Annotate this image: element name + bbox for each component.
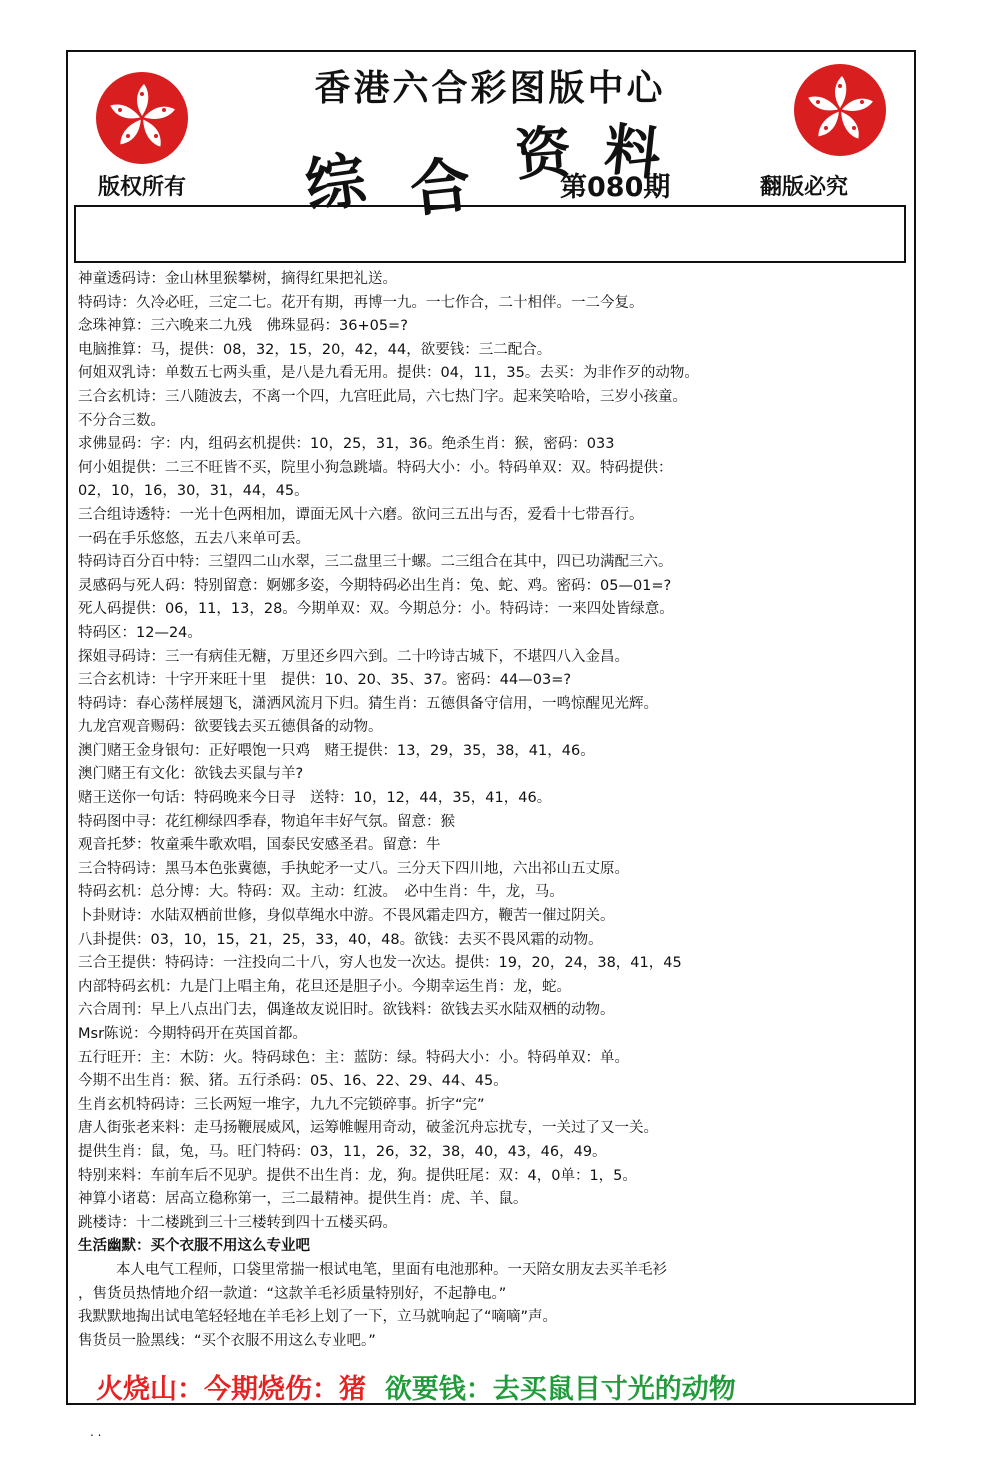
bauhinia-emblem-right (794, 64, 886, 156)
content-lines (78, 268, 908, 1353)
text-line: 卜卦财诗：水陆双栖前世修，身似草绳水中游。不畏风霜走四方，鞭苦一催过阴关。 (78, 908, 615, 925)
text-line: 特码图中寻：花红柳绿四季春，物追年丰好气氛。留意：猴 (78, 813, 455, 830)
text-line: 三合玄机诗：三八随波去，不离一个四，九宫旺此局，六七热门字。起来笑哈哈，三岁小孩童。 (78, 388, 687, 405)
text-line: ，售货员热情地介绍一款道：“这款羊毛衫质量特别好，不起静电。” (78, 1285, 507, 1302)
text-line: 电脑推算：马，提供：08，32，15，20，42，44，欲要钱：三二配合。 (78, 341, 552, 358)
text-line: 八卦提供：03，10，15，21，25，33，40，48。欲钱：去买不畏风霜的动物。 (78, 931, 603, 948)
text-line: 澳门赌王金身银句：正好喂饱一只鸡 赌王提供：13，29，35，38，41，46。 (78, 742, 595, 759)
no-reprint-label: 翻版必究 (760, 174, 849, 200)
text-line: 死人码提供：06，11，13，28。今期单双：双。今期总分：小。特码诗：一来四处皆绿意。 (78, 601, 674, 618)
text-line: 赌王送你一句话：特码晚来今日寻 送特：10，12，44，35，41，46。 (78, 790, 552, 807)
text-line: 神童透码诗：金山林里猴攀树，摘得红果把礼送。 (78, 271, 397, 287)
footer-green-text: 欲要钱：去买鼠目寸光的动物 (384, 1374, 736, 1405)
text-line: 生肖玄机特码诗：三长两短一堆字，九九不完锁碎事。折字“完” (78, 1096, 485, 1113)
bauhinia-emblem-left (96, 72, 188, 164)
page-title: 香港六合彩图版中心 (314, 67, 666, 109)
text-line: 今期不出生肖：猴、猪。五行杀码：05、16、22、29、44、45。 (78, 1073, 508, 1090)
text-line: 特码诗：春心荡样展翅飞，潇洒风流月下归。猜生肖：五德俱备守信用，一鸣惊醒见光辉。 (78, 695, 658, 712)
text-line: 念珠神算：三六晚来二九残 佛珠显码：36+05=? (78, 318, 408, 335)
footer-banner (96, 1367, 896, 1406)
text-line: 三合组诗透特：一光十色两相加，谭面无风十六磨。欲问三五出与否，爱看十七带吾行。 (78, 506, 644, 523)
text-line: 不分合三数。 (78, 412, 165, 429)
big-title-char-1: 综 (301, 145, 371, 223)
text-line: 澳门赌王有文化：欲钱去买鼠与羊? (78, 766, 304, 783)
text-line: 求佛显码：字：内，组码玄机提供：10，25，31，36。绝杀生肖：猴，密码：033 (78, 436, 615, 453)
big-title-char-4: 料 (601, 116, 664, 188)
text-line: 三合特码诗：黑马本色张冀德，手执蛇矛一丈八。三分天下四川地，六出祁山五丈原。 (78, 860, 629, 877)
big-title-char-3: 资 (513, 119, 574, 189)
big-title-char-2: 合 (407, 150, 475, 226)
issue-number: 第080期 (560, 172, 671, 203)
text-line: 灵感码与死人码：特别留意：婀娜多姿，今期特码必出生肖：兔、蛇、鸡。密码：05—01=? (78, 577, 672, 594)
copyright-label: 版权所有 (98, 174, 187, 200)
text-line: 探姐寻码诗：三一有病佳无糖，万里还乡四六到。二十吟诗古城下，不堪四八入金昌。 (78, 648, 629, 665)
text-line: 六合周刊：早上八点出门去，偶逢故友说旧时。欲钱料：欲钱去买水陆双栖的动物。 (78, 1002, 615, 1019)
text-line: 五行旺开：主：木防：火。特码球色：主：蓝防：绿。特码大小：小。特码单双：单。 (78, 1049, 629, 1066)
text-line: 神算小诸葛：居高立稳称第一，三二最精神。提供生肖：虎、羊、鼠。 (78, 1191, 528, 1208)
text-line: 特码区：12—24。 (78, 624, 202, 641)
text-line: 何小姐提供：二三不旺皆不买，院里小狗急跳墙。特码大小：小。特码单双：双。特码提供： (78, 459, 673, 476)
text-line: 提供生肖：鼠，兔，马。旺门特码：03，11，26，32，38，40，43，46，49。 (78, 1143, 607, 1160)
text-line: 内部特码玄机：九是门上唱主角，花旦还是胆子小。今期幸运生肖：龙，蛇。 (78, 978, 571, 995)
text-line: 唐人街张老来料：走马扬鞭展威风，运筹帷幄用奇动，破釜沉舟忘扰专，一关过了又一关。 (78, 1120, 658, 1137)
text-line: 特码玄机：总分博：大。特码：双。主动：红波。 必中生肖：牛，龙，马。 (78, 884, 564, 901)
text-line: Msr陈说：今期特码开在英国首都。 (78, 1026, 308, 1042)
footer-red-text: 火烧山：今期烧伤：猪 (96, 1374, 366, 1405)
empty-box (74, 205, 906, 263)
text-line: 九龙宫观音赐码：欲要钱去买五德俱备的动物。 (78, 719, 383, 736)
text-line: 一码在手乐悠悠，五去八来单可丢。 (78, 530, 310, 547)
text-line: 观音托梦：牧童乘牛歌欢唱，国泰民安感圣君。留意：牛 (78, 837, 441, 854)
text-line: 生活幽默：买个衣服不用这么专业吧 (78, 1238, 310, 1255)
text-line: 特别来料：车前车后不见驴。提供不出生肖：龙，狗。提供旺尾：双：4，0单：1，5。 (78, 1167, 637, 1184)
text-line: 三合王提供：特码诗：一注投向二十八，穷人也发一次达。提供：19，20，24，38，41，45 (78, 955, 682, 972)
text-line: 特码诗：久冷必旺，三定二七。花开有期，再博一九。一七作合，二十相伴。一二今复。 (78, 294, 644, 311)
text-line: 特码诗百分百中特：三望四二山水翠，三二盘里三十螺。二三组合在其中，四已功满配三六。 (78, 554, 673, 571)
text-line: 售货员一脸黑线：“买个衣服不用这么专业吧。” (78, 1332, 376, 1349)
bottom-mark: . . (90, 1425, 102, 1439)
text-line: 02，10，16，30，31，44，45。 (78, 483, 309, 500)
text-line: 何姐双乳诗：单数五七两头重，是八是九看无用。提供：04，11，35。去买：为非作歹的动物。 (78, 365, 699, 382)
text-line: 三合玄机诗：十字开来旺十里 提供：10、20、35、37。密码：44—03=? (78, 672, 572, 689)
text-line: 我默默地掏出试电笔轻轻地在羊毛衫上划了一下，立马就响起了“嘀嘀”声。 (78, 1309, 558, 1326)
text-line: 跳楼诗：十二楼跳到三十三楼转到四十五楼买码。 (78, 1214, 397, 1231)
text-line: 本人电气工程师，口袋里常揣一根试电笔，里面有电池那种。一天陪女朋友去买羊毛衫 (116, 1261, 667, 1278)
